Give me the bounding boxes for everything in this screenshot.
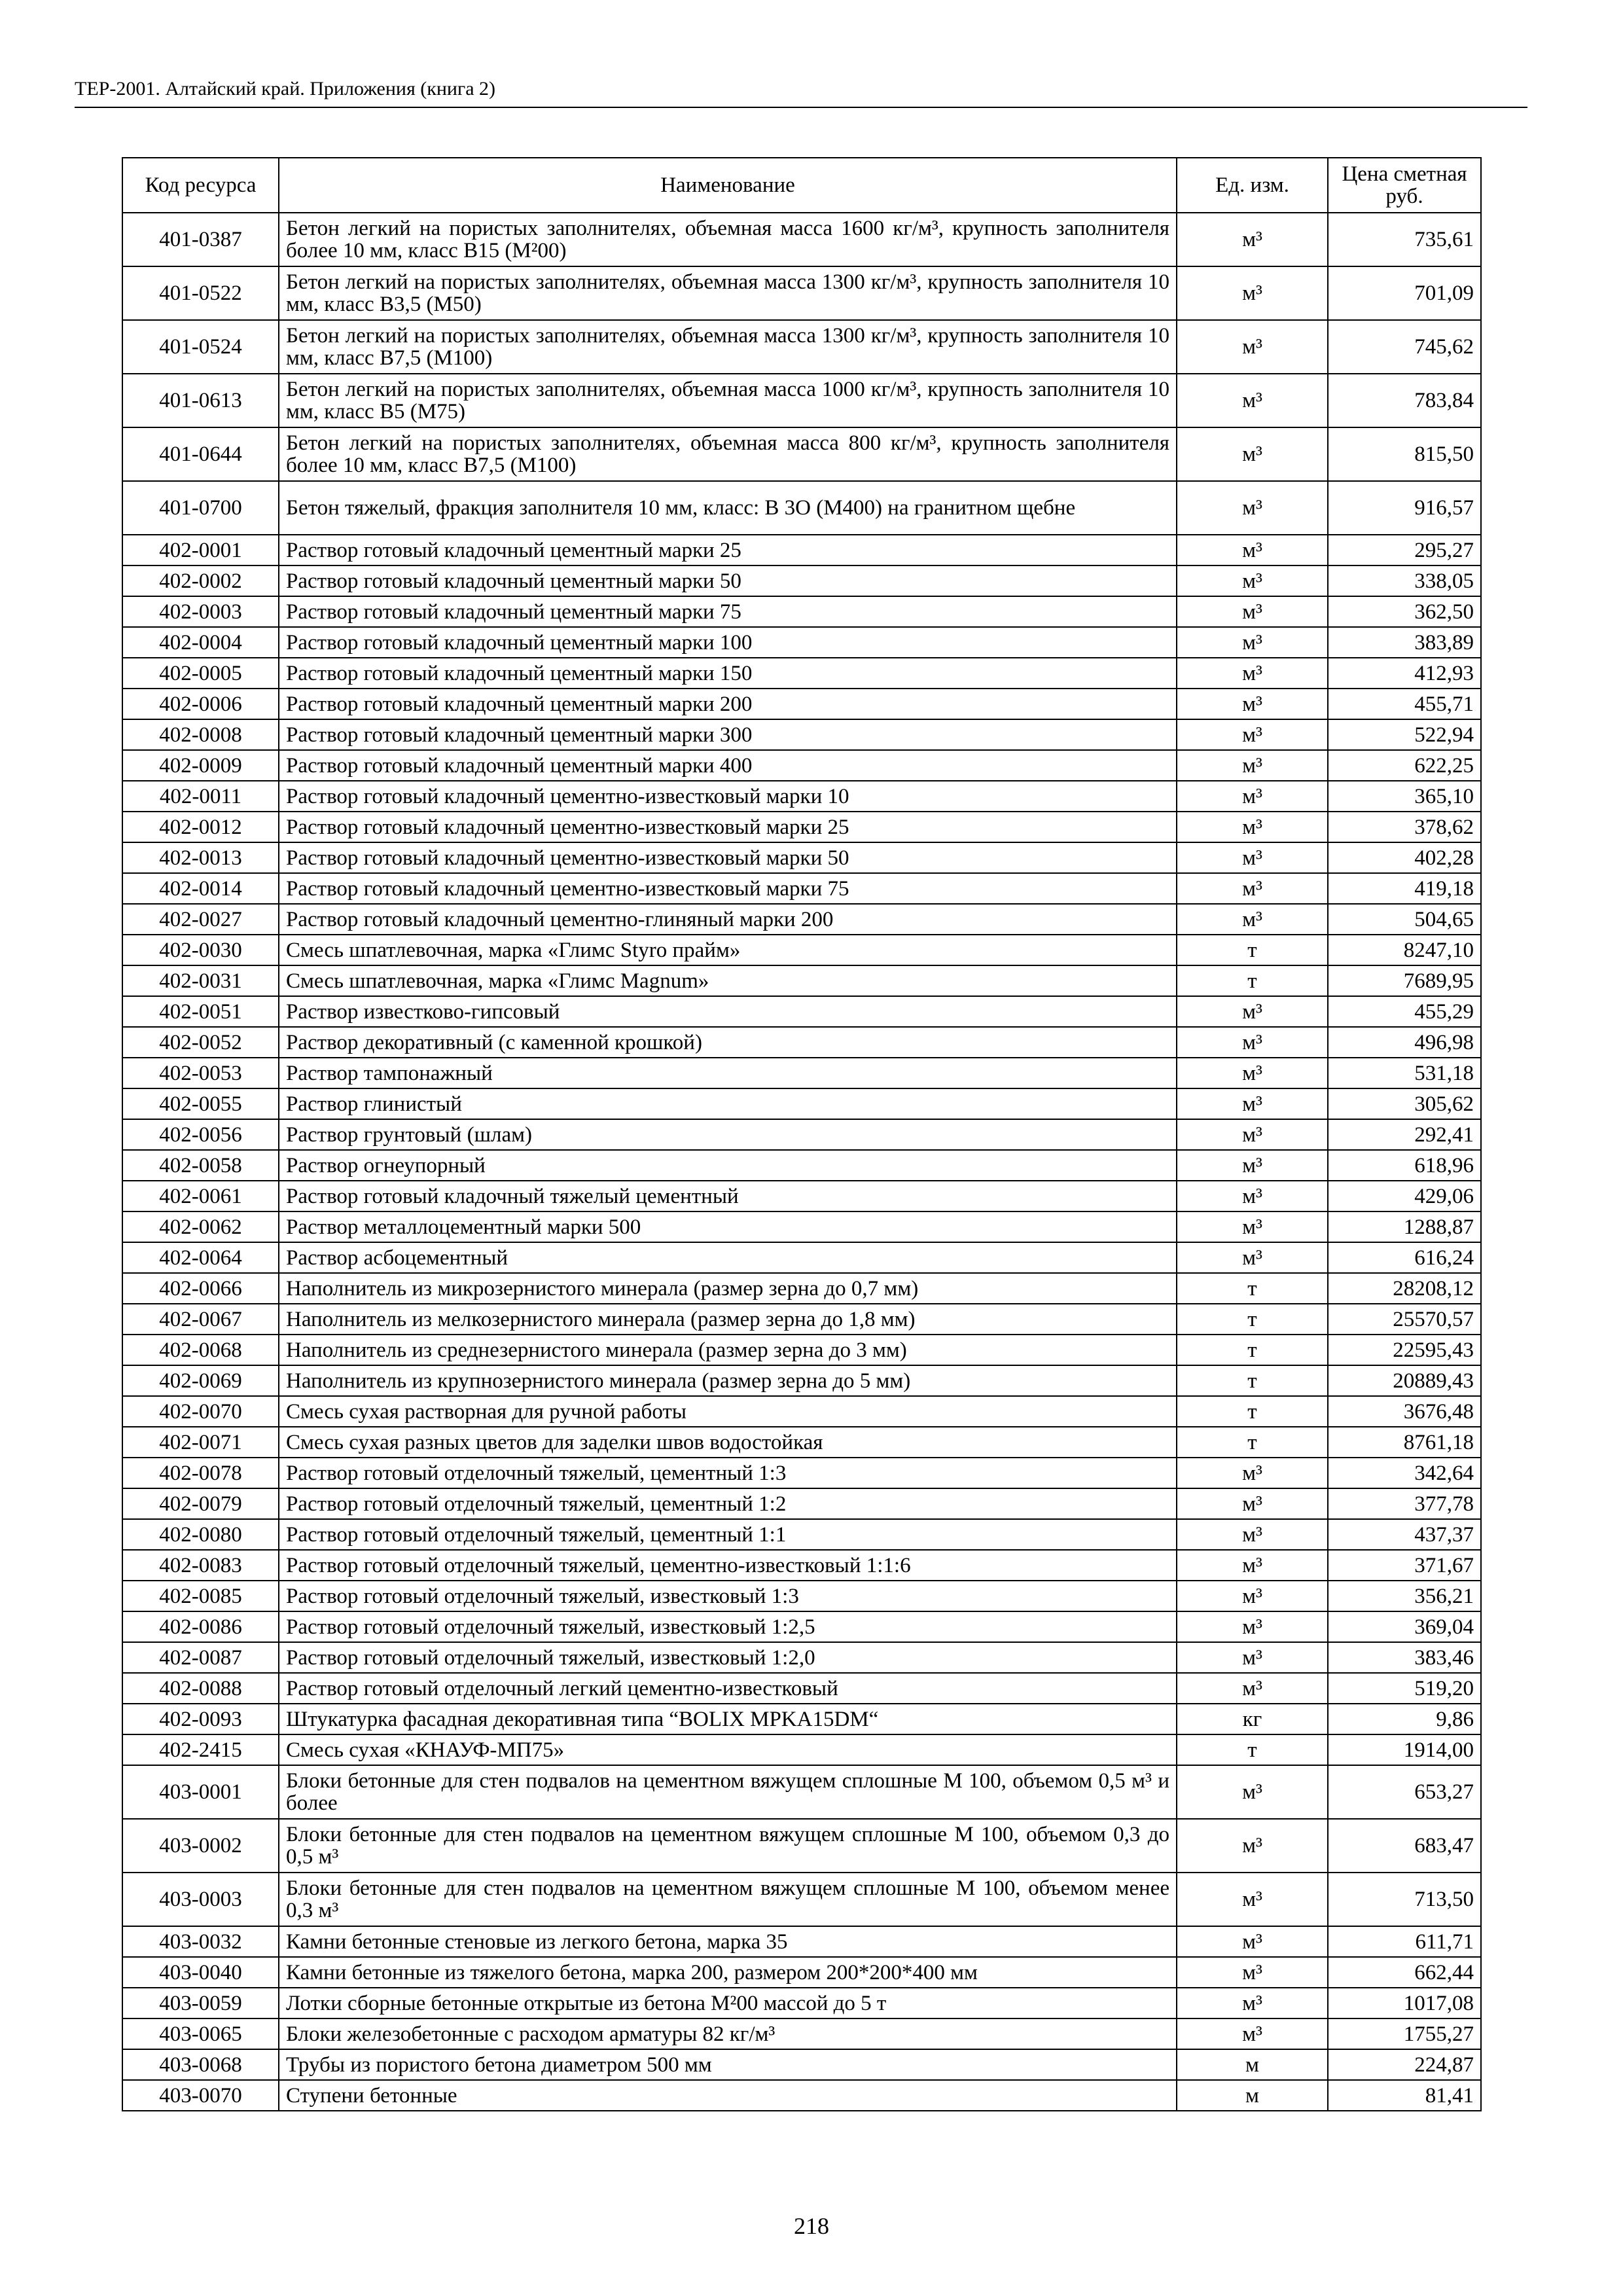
cell-unit: м³ xyxy=(1177,1519,1328,1550)
cell-unit: т xyxy=(1177,1734,1328,1765)
cell-name: Раствор металлоцементный марки 500 xyxy=(279,1211,1177,1242)
table-row xyxy=(122,812,1481,842)
table-row xyxy=(122,658,1481,689)
price-table xyxy=(122,157,1482,2111)
cell-code: 402-0066 xyxy=(122,1273,279,1304)
cell-code: 401-0387 xyxy=(122,213,279,266)
cell-price: 402,28 xyxy=(1328,842,1481,873)
cell-price: 683,47 xyxy=(1328,1819,1481,1873)
cell-code: 401-0613 xyxy=(122,374,279,427)
cell-name: Блоки железобетонные с расходом арматуры 82 кг/м³ xyxy=(279,2018,1177,2049)
cell-name: Раствор готовый кладочный цементный марки 100 xyxy=(279,627,1177,658)
cell-price: 735,61 xyxy=(1328,213,1481,266)
cell-price: 28208,12 xyxy=(1328,1273,1481,1304)
cell-price: 292,41 xyxy=(1328,1119,1481,1150)
cell-price: 7689,95 xyxy=(1328,965,1481,996)
cell-name: Раствор готовый кладочный цементно-известковый марки 25 xyxy=(279,812,1177,842)
cell-price: 22595,43 xyxy=(1328,1335,1481,1365)
cell-name: Раствор огнеупорный xyxy=(279,1150,1177,1181)
cell-code: 402-0086 xyxy=(122,1611,279,1642)
cell-unit: м³ xyxy=(1177,1957,1328,1988)
cell-price: 3676,48 xyxy=(1328,1396,1481,1427)
cell-code: 402-0079 xyxy=(122,1488,279,1519)
column-header-price: Цена сметная руб. xyxy=(1328,158,1481,213)
cell-code: 402-0087 xyxy=(122,1642,279,1673)
cell-name: Раствор известково-гипсовый xyxy=(279,996,1177,1027)
cell-name: Раствор готовый кладочный цементный марки 300 xyxy=(279,719,1177,750)
cell-name: Смесь сухая «КНАУФ-МП75» xyxy=(279,1734,1177,1765)
cell-code: 402-0031 xyxy=(122,965,279,996)
cell-code: 403-0065 xyxy=(122,2018,279,2049)
cell-name: Раствор готовый отделочный тяжелый, цементный 1:2 xyxy=(279,1488,1177,1519)
cell-unit: м³ xyxy=(1177,320,1328,374)
table-row xyxy=(122,2018,1481,2049)
cell-price: 496,98 xyxy=(1328,1027,1481,1058)
cell-name: Бетон легкий на пористых заполнителях, объемная масса 800 кг/м³, крупность заполнителя более 10 мм, класс В7,5 (М100) xyxy=(279,427,1177,481)
cell-unit: т xyxy=(1177,1273,1328,1304)
cell-price: 1914,00 xyxy=(1328,1734,1481,1765)
table-row xyxy=(122,842,1481,873)
cell-unit: м³ xyxy=(1177,689,1328,719)
table-row xyxy=(122,1181,1481,1211)
cell-name: Бетон легкий на пористых заполнителях, объемная масса 1600 кг/м³, крупность заполнителя более 10 мм, класс В15 (М²00) xyxy=(279,213,1177,266)
cell-unit: м³ xyxy=(1177,1550,1328,1581)
cell-name: Раствор асбоцементный xyxy=(279,1242,1177,1273)
cell-name: Блоки бетонные для стен подвалов на цементном вяжущем сплошные М 100, объемом 0,3 до 0,5 м³ xyxy=(279,1819,1177,1873)
cell-price: 429,06 xyxy=(1328,1181,1481,1211)
table-row xyxy=(122,1458,1481,1488)
cell-unit: м³ xyxy=(1177,781,1328,812)
cell-price: 437,37 xyxy=(1328,1519,1481,1550)
cell-unit: м³ xyxy=(1177,2018,1328,2049)
table-row xyxy=(122,1365,1481,1396)
table-row xyxy=(122,481,1481,535)
table-row xyxy=(122,1150,1481,1181)
table-row xyxy=(122,1611,1481,1642)
cell-name: Раствор готовый кладочный цементный марки 400 xyxy=(279,750,1177,781)
cell-price: 8761,18 xyxy=(1328,1427,1481,1458)
cell-unit: м³ xyxy=(1177,596,1328,627)
cell-price: 362,50 xyxy=(1328,596,1481,627)
table-row xyxy=(122,565,1481,596)
cell-code: 402-0069 xyxy=(122,1365,279,1396)
cell-unit: м³ xyxy=(1177,427,1328,481)
cell-unit: м³ xyxy=(1177,1119,1328,1150)
cell-name: Блоки бетонные для стен подвалов на цементном вяжущем сплошные М 100, объемом 0,5 м³ и более xyxy=(279,1765,1177,1819)
table-row xyxy=(122,1242,1481,1273)
table-row xyxy=(122,1027,1481,1058)
cell-unit: т xyxy=(1177,1365,1328,1396)
cell-name: Раствор готовый кладочный тяжелый цементный xyxy=(279,1181,1177,1211)
cell-code: 402-0093 xyxy=(122,1704,279,1734)
cell-name: Раствор готовый кладочный цементный марки 150 xyxy=(279,658,1177,689)
table-row xyxy=(122,1765,1481,1819)
cell-code: 402-0011 xyxy=(122,781,279,812)
cell-price: 383,46 xyxy=(1328,1642,1481,1673)
cell-code: 402-0058 xyxy=(122,1150,279,1181)
cell-unit: м³ xyxy=(1177,374,1328,427)
cell-name: Раствор готовый кладочный цементно-известковый марки 10 xyxy=(279,781,1177,812)
cell-code: 403-0001 xyxy=(122,1765,279,1819)
cell-unit: м³ xyxy=(1177,1211,1328,1242)
cell-code: 402-0053 xyxy=(122,1058,279,1088)
table-row xyxy=(122,1873,1481,1926)
cell-unit: м³ xyxy=(1177,535,1328,565)
page-header: ТЕР-2001. Алтайский край. Приложения (книга 2) xyxy=(75,78,496,99)
cell-code: 402-0030 xyxy=(122,935,279,965)
cell-price: 338,05 xyxy=(1328,565,1481,596)
cell-code: 402-0088 xyxy=(122,1673,279,1704)
table-row xyxy=(122,1550,1481,1581)
table-row xyxy=(122,1988,1481,2018)
cell-price: 531,18 xyxy=(1328,1058,1481,1088)
cell-code: 402-0062 xyxy=(122,1211,279,1242)
cell-code: 402-0061 xyxy=(122,1181,279,1211)
cell-name: Бетон тяжелый, фракция заполнителя 10 мм, класс: В 3О (М400) на гранитном щебне xyxy=(279,481,1177,535)
cell-unit: м³ xyxy=(1177,1765,1328,1819)
cell-unit: м³ xyxy=(1177,812,1328,842)
cell-name: Раствор готовый отделочный тяжелый, известковый 1:2,0 xyxy=(279,1642,1177,1673)
cell-name: Раствор глинистый xyxy=(279,1088,1177,1119)
cell-code: 402-0055 xyxy=(122,1088,279,1119)
table-body xyxy=(122,213,1481,2111)
cell-name: Раствор готовый кладочный цементный марки 50 xyxy=(279,565,1177,596)
cell-code: 402-0012 xyxy=(122,812,279,842)
cell-unit: м³ xyxy=(1177,1027,1328,1058)
cell-unit: м³ xyxy=(1177,266,1328,320)
cell-name: Раствор готовый кладочный цементный марки 200 xyxy=(279,689,1177,719)
cell-unit: м³ xyxy=(1177,627,1328,658)
cell-name: Раствор готовый отделочный легкий цементно-известковый xyxy=(279,1673,1177,1704)
cell-price: 369,04 xyxy=(1328,1611,1481,1642)
column-header-code: Код ресурса xyxy=(122,158,279,213)
cell-code: 402-0009 xyxy=(122,750,279,781)
cell-price: 1017,08 xyxy=(1328,1988,1481,2018)
cell-price: 412,93 xyxy=(1328,658,1481,689)
table-row xyxy=(122,374,1481,427)
cell-price: 365,10 xyxy=(1328,781,1481,812)
cell-unit: м³ xyxy=(1177,1581,1328,1611)
page-number: 218 xyxy=(794,2213,829,2239)
cell-name: Раствор декоративный (с каменной крошкой) xyxy=(279,1027,1177,1058)
cell-name: Раствор грунтовый (шлам) xyxy=(279,1119,1177,1150)
cell-name: Бетон легкий на пористых заполнителях, объемная масса 1300 кг/м³, крупность заполнителя 10 мм, класс В3,5 (М50) xyxy=(279,266,1177,320)
cell-code: 402-0008 xyxy=(122,719,279,750)
cell-name: Лотки сборные бетонные открытые из бетона М²00 массой до 5 т xyxy=(279,1988,1177,2018)
cell-name: Раствор готовый отделочный тяжелый, цементный 1:1 xyxy=(279,1519,1177,1550)
cell-name: Трубы из пористого бетона диаметром 500 мм xyxy=(279,2049,1177,2080)
cell-price: 9,86 xyxy=(1328,1704,1481,1734)
cell-name: Смесь сухая растворная для ручной работы xyxy=(279,1396,1177,1427)
table-row xyxy=(122,1335,1481,1365)
cell-code: 402-0056 xyxy=(122,1119,279,1150)
cell-code: 402-0071 xyxy=(122,1427,279,1458)
cell-unit: м³ xyxy=(1177,1150,1328,1181)
table-row xyxy=(122,904,1481,935)
cell-name: Раствор готовый отделочный тяжелый, известковый 1:3 xyxy=(279,1581,1177,1611)
cell-unit: м xyxy=(1177,2049,1328,2080)
table-row xyxy=(122,719,1481,750)
cell-name: Раствор готовый отделочный тяжелый, известковый 1:2,5 xyxy=(279,1611,1177,1642)
table-row xyxy=(122,750,1481,781)
table-row xyxy=(122,965,1481,996)
cell-code: 402-0064 xyxy=(122,1242,279,1273)
table-row xyxy=(122,1119,1481,1150)
cell-code: 402-0083 xyxy=(122,1550,279,1581)
table-row xyxy=(122,1396,1481,1427)
cell-name: Наполнитель из мелкозернистого минерала (размер зерна до 1,8 мм) xyxy=(279,1304,1177,1335)
cell-price: 8247,10 xyxy=(1328,935,1481,965)
cell-code: 402-0070 xyxy=(122,1396,279,1427)
cell-price: 20889,43 xyxy=(1328,1365,1481,1396)
cell-code: 403-0032 xyxy=(122,1926,279,1957)
table-row xyxy=(122,1642,1481,1673)
cell-unit: м³ xyxy=(1177,1058,1328,1088)
cell-code: 402-0067 xyxy=(122,1304,279,1335)
table-row xyxy=(122,596,1481,627)
cell-name: Камни бетонные из тяжелого бетона, марка 200, размером 200*200*400 мм xyxy=(279,1957,1177,1988)
cell-code: 403-0003 xyxy=(122,1873,279,1926)
cell-code: 402-0052 xyxy=(122,1027,279,1058)
table-row xyxy=(122,320,1481,374)
cell-name: Наполнитель из крупнозернистого минерала (размер зерна до 5 мм) xyxy=(279,1365,1177,1396)
cell-unit: т xyxy=(1177,935,1328,965)
table-row xyxy=(122,266,1481,320)
cell-unit: м³ xyxy=(1177,1988,1328,2018)
cell-price: 305,62 xyxy=(1328,1088,1481,1119)
column-header-unit: Ед. изм. xyxy=(1177,158,1328,213)
cell-name: Ступени бетонные xyxy=(279,2080,1177,2111)
table-row xyxy=(122,689,1481,719)
cell-code: 403-0059 xyxy=(122,1988,279,2018)
cell-code: 402-0068 xyxy=(122,1335,279,1365)
cell-price: 455,29 xyxy=(1328,996,1481,1027)
cell-code: 403-0070 xyxy=(122,2080,279,2111)
table-row xyxy=(122,1819,1481,1873)
cell-price: 419,18 xyxy=(1328,873,1481,904)
table-row xyxy=(122,1957,1481,1988)
cell-price: 662,44 xyxy=(1328,1957,1481,1988)
cell-unit: м³ xyxy=(1177,1088,1328,1119)
cell-unit: м³ xyxy=(1177,1488,1328,1519)
cell-price: 455,71 xyxy=(1328,689,1481,719)
cell-price: 745,62 xyxy=(1328,320,1481,374)
cell-price: 653,27 xyxy=(1328,1765,1481,1819)
table-header xyxy=(122,158,1481,213)
table-row xyxy=(122,781,1481,812)
cell-code: 401-0700 xyxy=(122,481,279,535)
cell-code: 403-0040 xyxy=(122,1957,279,1988)
cell-code: 402-0002 xyxy=(122,565,279,596)
cell-name: Смесь сухая разных цветов для заделки швов водостойкая xyxy=(279,1427,1177,1458)
cell-name: Раствор готовый отделочный тяжелый, цементный 1:3 xyxy=(279,1458,1177,1488)
cell-code: 402-0027 xyxy=(122,904,279,935)
cell-price: 783,84 xyxy=(1328,374,1481,427)
cell-code: 403-0068 xyxy=(122,2049,279,2080)
cell-unit: м³ xyxy=(1177,750,1328,781)
cell-unit: кг xyxy=(1177,1704,1328,1734)
table-row xyxy=(122,1581,1481,1611)
cell-code: 401-0522 xyxy=(122,266,279,320)
cell-price: 378,62 xyxy=(1328,812,1481,842)
cell-price: 356,21 xyxy=(1328,1581,1481,1611)
cell-unit: м³ xyxy=(1177,1611,1328,1642)
cell-code: 403-0002 xyxy=(122,1819,279,1873)
table-row xyxy=(122,1058,1481,1088)
table-row xyxy=(122,2049,1481,2080)
cell-price: 616,24 xyxy=(1328,1242,1481,1273)
table-row xyxy=(122,1088,1481,1119)
cell-name: Смесь шпатлевочная, марка «Глимс Magnum» xyxy=(279,965,1177,996)
table-row xyxy=(122,427,1481,481)
cell-price: 25570,57 xyxy=(1328,1304,1481,1335)
cell-code: 402-0001 xyxy=(122,535,279,565)
cell-unit: м³ xyxy=(1177,1458,1328,1488)
cell-unit: м³ xyxy=(1177,1926,1328,1957)
table-row xyxy=(122,1704,1481,1734)
table-row xyxy=(122,1734,1481,1765)
column-header-name: Наименование xyxy=(279,158,1177,213)
cell-name: Раствор готовый кладочный цементно-известковый марки 50 xyxy=(279,842,1177,873)
cell-price: 611,71 xyxy=(1328,1926,1481,1957)
cell-price: 342,64 xyxy=(1328,1458,1481,1488)
cell-unit: м³ xyxy=(1177,904,1328,935)
table-row xyxy=(122,1304,1481,1335)
cell-name: Наполнитель из микрозернистого минерала (размер зерна до 0,7 мм) xyxy=(279,1273,1177,1304)
table-row xyxy=(122,1926,1481,1957)
cell-code: 402-0085 xyxy=(122,1581,279,1611)
table-row xyxy=(122,2080,1481,2111)
cell-price: 519,20 xyxy=(1328,1673,1481,1704)
table-row xyxy=(122,1427,1481,1458)
table-row xyxy=(122,535,1481,565)
cell-code: 402-0051 xyxy=(122,996,279,1027)
table-row xyxy=(122,627,1481,658)
table-row xyxy=(122,1488,1481,1519)
table-row xyxy=(122,1273,1481,1304)
cell-price: 377,78 xyxy=(1328,1488,1481,1519)
table-row xyxy=(122,1673,1481,1704)
cell-unit: м xyxy=(1177,2080,1328,2111)
cell-name: Бетон легкий на пористых заполнителях, объемная масса 1300 кг/м³, крупность заполнителя 10 мм, класс В7,5 (М100) xyxy=(279,320,1177,374)
cell-unit: м³ xyxy=(1177,873,1328,904)
cell-name: Раствор готовый кладочный цементно-известковый марки 75 xyxy=(279,873,1177,904)
cell-unit: т xyxy=(1177,1304,1328,1335)
cell-name: Камни бетонные стеновые из легкого бетона, марка 35 xyxy=(279,1926,1177,1957)
cell-code: 402-0004 xyxy=(122,627,279,658)
cell-price: 295,27 xyxy=(1328,535,1481,565)
header-rule xyxy=(75,107,1527,108)
cell-price: 618,96 xyxy=(1328,1150,1481,1181)
cell-price: 371,67 xyxy=(1328,1550,1481,1581)
cell-unit: м³ xyxy=(1177,1642,1328,1673)
cell-unit: т xyxy=(1177,1396,1328,1427)
cell-price: 1288,87 xyxy=(1328,1211,1481,1242)
cell-name: Наполнитель из среднезернистого минерала (размер зерна до 3 мм) xyxy=(279,1335,1177,1365)
cell-name: Раствор готовый кладочный цементный марки 25 xyxy=(279,535,1177,565)
cell-price: 522,94 xyxy=(1328,719,1481,750)
cell-name: Раствор готовый кладочный цементный марки 75 xyxy=(279,596,1177,627)
table-row xyxy=(122,873,1481,904)
cell-name: Раствор тампонажный xyxy=(279,1058,1177,1088)
cell-unit: м³ xyxy=(1177,842,1328,873)
cell-code: 402-0078 xyxy=(122,1458,279,1488)
cell-price: 815,50 xyxy=(1328,427,1481,481)
cell-code: 402-0003 xyxy=(122,596,279,627)
cell-price: 504,65 xyxy=(1328,904,1481,935)
cell-unit: м³ xyxy=(1177,719,1328,750)
cell-code: 402-0014 xyxy=(122,873,279,904)
cell-price: 713,50 xyxy=(1328,1873,1481,1926)
cell-price: 81,41 xyxy=(1328,2080,1481,2111)
cell-code: 402-0005 xyxy=(122,658,279,689)
cell-unit: м³ xyxy=(1177,1242,1328,1273)
cell-unit: м³ xyxy=(1177,565,1328,596)
table-row xyxy=(122,1211,1481,1242)
cell-price: 383,89 xyxy=(1328,627,1481,658)
cell-code: 402-0006 xyxy=(122,689,279,719)
cell-unit: т xyxy=(1177,965,1328,996)
cell-unit: м³ xyxy=(1177,1873,1328,1926)
cell-name: Бетон легкий на пористых заполнителях, объемная масса 1000 кг/м³, крупность заполнителя 10 мм, класс В5 (М75) xyxy=(279,374,1177,427)
cell-unit: м³ xyxy=(1177,213,1328,266)
cell-unit: м³ xyxy=(1177,996,1328,1027)
cell-code: 401-0524 xyxy=(122,320,279,374)
cell-unit: м³ xyxy=(1177,658,1328,689)
cell-unit: м³ xyxy=(1177,1181,1328,1211)
cell-name: Раствор готовый кладочный цементно-глиняный марки 200 xyxy=(279,904,1177,935)
table-row xyxy=(122,996,1481,1027)
cell-code: 401-0644 xyxy=(122,427,279,481)
cell-price: 1755,27 xyxy=(1328,2018,1481,2049)
cell-price: 916,57 xyxy=(1328,481,1481,535)
cell-price: 224,87 xyxy=(1328,2049,1481,2080)
cell-unit: т xyxy=(1177,1427,1328,1458)
table-row xyxy=(122,1519,1481,1550)
cell-name: Блоки бетонные для стен подвалов на цементном вяжущем сплошные М 100, объемом менее 0,3 м³ xyxy=(279,1873,1177,1926)
cell-name: Смесь шпатлевочная, марка «Глимс Styro прайм» xyxy=(279,935,1177,965)
cell-code: 402-0013 xyxy=(122,842,279,873)
cell-code: 402-2415 xyxy=(122,1734,279,1765)
cell-unit: м³ xyxy=(1177,1819,1328,1873)
cell-price: 622,25 xyxy=(1328,750,1481,781)
cell-unit: м³ xyxy=(1177,481,1328,535)
table-row xyxy=(122,935,1481,965)
cell-name: Раствор готовый отделочный тяжелый, цементно-известковый 1:1:6 xyxy=(279,1550,1177,1581)
table-row xyxy=(122,213,1481,266)
cell-unit: т xyxy=(1177,1335,1328,1365)
cell-unit: м³ xyxy=(1177,1673,1328,1704)
cell-name: Штукатурка фасадная декоративная типа “BOLIX MPKA15DM“ xyxy=(279,1704,1177,1734)
cell-code: 402-0080 xyxy=(122,1519,279,1550)
cell-price: 701,09 xyxy=(1328,266,1481,320)
